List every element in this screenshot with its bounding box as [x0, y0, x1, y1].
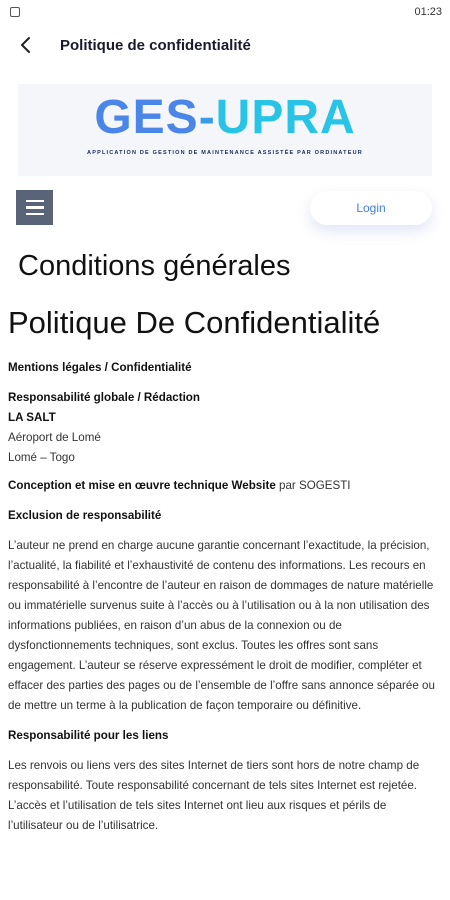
address-line-2: Lomé – Togo: [8, 451, 75, 464]
hamburger-line: [26, 206, 44, 209]
hamburger-line: [26, 213, 44, 216]
politique-heading: Politique De Confidentialité: [8, 305, 381, 340]
policy-content: [8, 358, 442, 846]
conception-author: par SOGESTI: [275, 479, 351, 492]
login-button[interactable]: Login: [310, 191, 432, 225]
hamburger-line: [26, 200, 44, 203]
exclusion-heading: Exclusion de responsabilité: [8, 509, 162, 522]
logo-dash: -: [198, 91, 216, 144]
back-button[interactable]: [6, 25, 46, 65]
org-name: LA SALT: [8, 411, 56, 424]
conception-line: [8, 476, 442, 496]
logo-subtitle: APPLICATION DE GESTION DE MAINTENANCE ASSISTÉE PAR ORDINATEUR: [87, 150, 363, 156]
responsabilite-block: [8, 388, 442, 468]
logo-upra: UPRA: [215, 91, 356, 144]
hamburger-menu-button[interactable]: [16, 190, 53, 225]
conditions-heading: Conditions générales: [18, 250, 291, 282]
liens-text: Les renvois ou liens vers des sites Internet de tiers sont hors de notre champ de responsabilité. Toute responsabilité concernant de tels sites Internet est rejetée. L’accès et l’utilisation de tels sites Internet ont lieu aux risques et périls de l’utilisateur ou de l’utilisatrice.: [8, 759, 420, 832]
liens-heading: Responsabilité pour les liens: [8, 729, 169, 742]
mentions-heading: Mentions légales / Confidentialité: [8, 361, 192, 374]
logo-wordmark: [94, 90, 355, 146]
exclusion-text: L’auteur ne prend en charge aucune garantie concernant l’exactitude, la précision, l’actualité, la fiabilité et l’exhaustivité de contenu des informations. Les recours en responsabilité à l’encontre de l’auteur en raison de dommages de nature matérielle ou immatérielle survenus suite à l’accès ou à l’utilisation ou à la non utilisation des informations publiées, en raison d’un abus de la connexion ou de dysfonctionnements techniques, sont exclus. Toutes les offres sont sans engagement. L’auteur se réserve expressément le droit de modifier, compléter et effacer des parties des pages ou de l’ensemble de l’offre sans annonce séparée ou de mettre un terme à la publication de façon temporaire ou définitive.: [8, 539, 435, 712]
page-title: Politique de confidentialité: [60, 36, 251, 54]
notification-icon: [10, 7, 20, 17]
conception-label: Conception et mise en œuvre technique Website: [8, 479, 276, 492]
status-time: 01:23: [414, 6, 442, 18]
app-logo: [18, 84, 432, 176]
back-arrow-icon: [19, 36, 33, 54]
address-line-1: Aéroport de Lomé: [8, 431, 101, 444]
status-bar: [0, 0, 450, 24]
responsabilite-heading: Responsabilité globale / Rédaction: [8, 391, 200, 404]
logo-ges: GES: [94, 91, 199, 144]
app-bar: [0, 24, 450, 66]
